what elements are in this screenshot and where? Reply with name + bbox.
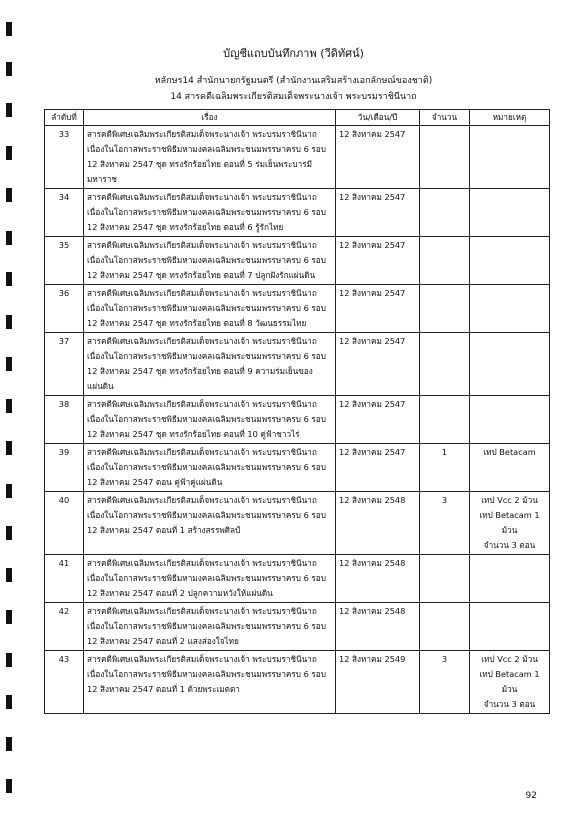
table-row [45,189,550,237]
row-count [420,396,470,444]
binding-mark [6,146,12,160]
table-row [45,396,550,444]
binding-mark [6,441,12,455]
row-note [470,237,550,285]
row-number: 41 [45,555,84,603]
records-table [44,109,550,714]
row-count [420,189,470,237]
binding-mark [6,357,12,371]
row-number: 34 [45,189,84,237]
table-row [45,285,550,333]
binding-mark [6,610,12,624]
row-number: 37 [45,333,84,396]
row-title: สารคดีพิเศษเฉลิมพระเกียรติสมเด็จพระนางเจ้า พระบรมราชินีนาถ เนื่องในโอกาสพระราชพิธีมหามงคลเฉลิมพระชนมพรรษาครบ 6 รอบ 12 สิงหาคม 2547 ตอนที่ 2 ปลูกความหวังให้แผ่นดิน [84,555,336,603]
agency-line: หลักษร14 สำนักนายกรัฐมนตรี (สำนักงานเสริมสร้างเอกลักษณ์ของชาติ) [154,76,433,86]
binding-mark [6,779,12,793]
row-title: สารคดีพิเศษเฉลิมพระเกียรติสมเด็จพระนางเจ้า พระบรมราชินีนาถ เนื่องในโอกาสพระราชพิธีมหามงคลเฉลิมพระชนมพรรษาครบ 6 รอบ 12 สิงหาคม 2547 ชุด ทรงรักร้อยไทย ตอนที่ 8 วัฒนธรรมไทย [84,285,336,333]
table-row [45,492,550,555]
table-row [45,126,550,189]
row-note: เทป Betacam [470,444,550,492]
row-count: 3 [420,651,470,714]
table-row [45,555,550,603]
row-number: 42 [45,603,84,651]
col-header-title: เรื่อง [84,110,336,126]
row-date: 12 สิงหาคม 2547 [336,444,420,492]
binding-mark [6,315,12,329]
row-title: สารคดีพิเศษเฉลิมพระเกียรติสมเด็จพระนางเจ้า พระบรมราชินีนาถ เนื่องในโอกาสพระราชพิธีมหามงคลเฉลิมพระชนมพรรษาครบ 6 รอบ 12 สิงหาคม 2547 ชุด ทรงรักร้อยไทย ตอนที่ 9 ความร่มเย็นของ แผ่นดิน [84,333,336,396]
row-date: 12 สิงหาคม 2547 [336,126,420,189]
row-date: 12 สิงหาคม 2547 [336,333,420,396]
table-row [45,651,550,714]
row-date: 12 สิงหาคม 2548 [336,492,420,555]
binding-mark [6,231,12,245]
row-count [420,285,470,333]
col-header-date: วัน/เดือน/ปี [336,110,420,126]
binding-mark [6,272,12,286]
row-date: 12 สิงหาคม 2547 [336,189,420,237]
row-note [470,603,550,651]
binding-mark [6,484,12,498]
row-date: 12 สิงหาคม 2547 [336,237,420,285]
binding-mark [6,526,12,540]
binding-mark [6,399,12,413]
row-note: เทป Vcc 2 ม้วน เทป Betacam 1 ม้วน จำนวน 3 ตอน [470,492,550,555]
col-header-no: ลำดับที่ [45,110,84,126]
binding-mark [6,737,12,751]
row-number: 33 [45,126,84,189]
page-number: 92 [525,791,537,801]
table-header-row [45,110,550,126]
row-number: 36 [45,285,84,333]
row-title: สารคดีพิเศษเฉลิมพระเกียรติสมเด็จพระนางเจ้า พระบรมราชินีนาถ เนื่องในโอกาสพระราชพิธีมหามงคลเฉลิมพระชนมพรรษาครบ 6 รอบ 12 สิงหาคม 2547 ตอน คู่ฟ้าคู่แผ่นดิน [84,444,336,492]
row-title: สารคดีพิเศษเฉลิมพระเกียรติสมเด็จพระนางเจ้า พระบรมราชินีนาถ เนื่องในโอกาสพระราชพิธีมหามงคลเฉลิมพระชนมพรรษาครบ 6 รอบ 12 สิงหาคม 2547 ตอนที่ 2 แสงส่องใจไทย [84,603,336,651]
table-row [45,237,550,285]
row-count: 1 [420,444,470,492]
row-note [470,396,550,444]
row-title: สารคดีพิเศษเฉลิมพระเกียรติสมเด็จพระนางเจ้า พระบรมราชินีนาถ เนื่องในโอกาสพระราชพิธีมหามงคลเฉลิมพระชนมพรรษาครบ 6 รอบ 12 สิงหาคม 2547 ตอนที่ 1 ด้วยพระเมตตา [84,651,336,714]
row-title: สารคดีพิเศษเฉลิมพระเกียรติสมเด็จพระนางเจ้า พระบรมราชินีนาถ เนื่องในโอกาสพระราชพิธีมหามงคลเฉลิมพระชนมพรรษาครบ 6 รอบ 12 สิงหาคม 2547 ชุด ทรงรักร้อยไทย ตอนที่ 6 รู้รักไทย [84,189,336,237]
row-title: สารคดีพิเศษเฉลิมพระเกียรติสมเด็จพระนางเจ้า พระบรมราชินีนาถ เนื่องในโอกาสพระราชพิธีมหามงคลเฉลิมพระชนมพรรษาครบ 6 รอบ 12 สิงหาคม 2547 ชุด ทรงรักร้อยไทย ตอนที่ 7 ปลูกฝังรักแผ่นดิน [84,237,336,285]
row-count [420,237,470,285]
row-note [470,333,550,396]
row-note [470,189,550,237]
row-number: 40 [45,492,84,555]
row-count [420,333,470,396]
series-line: 14 สารคดีเฉลิมพระเกียรติสมเด็จพระนางเจ้า พระบรมราชินีนาถ [170,92,417,102]
table-row [45,444,550,492]
binding-mark [6,188,12,202]
row-count [420,555,470,603]
row-date: 12 สิงหาคม 2548 [336,603,420,651]
row-date: 12 สิงหาคม 2547 [336,285,420,333]
row-note [470,555,550,603]
binding-mark [6,653,12,667]
row-title: สารคดีพิเศษเฉลิมพระเกียรติสมเด็จพระนางเจ้า พระบรมราชินีนาถ เนื่องในโอกาสพระราชพิธีมหามงคลเฉลิมพระชนมพรรษาครบ 6 รอบ 12 สิงหาคม 2547 ตอนที่ 1 สร้างสรรพศิลป์ [84,492,336,555]
table-row [45,333,550,396]
binding-mark [6,22,12,36]
row-count [420,126,470,189]
row-number: 39 [45,444,84,492]
page-title: บัญชีแถบบันทึกภาพ (วีดิทัศน์) [223,47,364,60]
binding-mark [6,695,12,709]
row-date: 12 สิงหาคม 2548 [336,555,420,603]
row-count [420,603,470,651]
row-title: สารคดีพิเศษเฉลิมพระเกียรติสมเด็จพระนางเจ้า พระบรมราชินีนาถ เนื่องในโอกาสพระราชพิธีมหามงคลเฉลิมพระชนมพรรษาครบ 6 รอบ 12 สิงหาคม 2547 ชุด ทรงรักร้อยไทย ตอนที่ 5 ร่มเย็นพระบารมี มหาราช [84,126,336,189]
row-number: 38 [45,396,84,444]
row-date: 12 สิงหาคม 2547 [336,396,420,444]
col-header-note: หมายเหตุ [470,110,550,126]
binding-mark [6,103,12,117]
binding-mark [6,568,12,582]
row-note: เทป Vcc 2 ม้วน เทป Betacam 1 ม้วน จำนวน 3 ตอน [470,651,550,714]
row-count: 3 [420,492,470,555]
row-number: 43 [45,651,84,714]
row-date: 12 สิงหาคม 2549 [336,651,420,714]
row-title: สารคดีพิเศษเฉลิมพระเกียรติสมเด็จพระนางเจ้า พระบรมราชินีนาถ เนื่องในโอกาสพระราชพิธีมหามงคลเฉลิมพระชนมพรรษาครบ 6 รอบ 12 สิงหาคม 2547 ชุด ทรงรักร้อยไทย ตอนที่ 10 คู่ฟ้าชาวไร่ [84,396,336,444]
row-note [470,285,550,333]
table-row [45,603,550,651]
col-header-count: จำนวน [420,110,470,126]
row-note [470,126,550,189]
row-number: 35 [45,237,84,285]
